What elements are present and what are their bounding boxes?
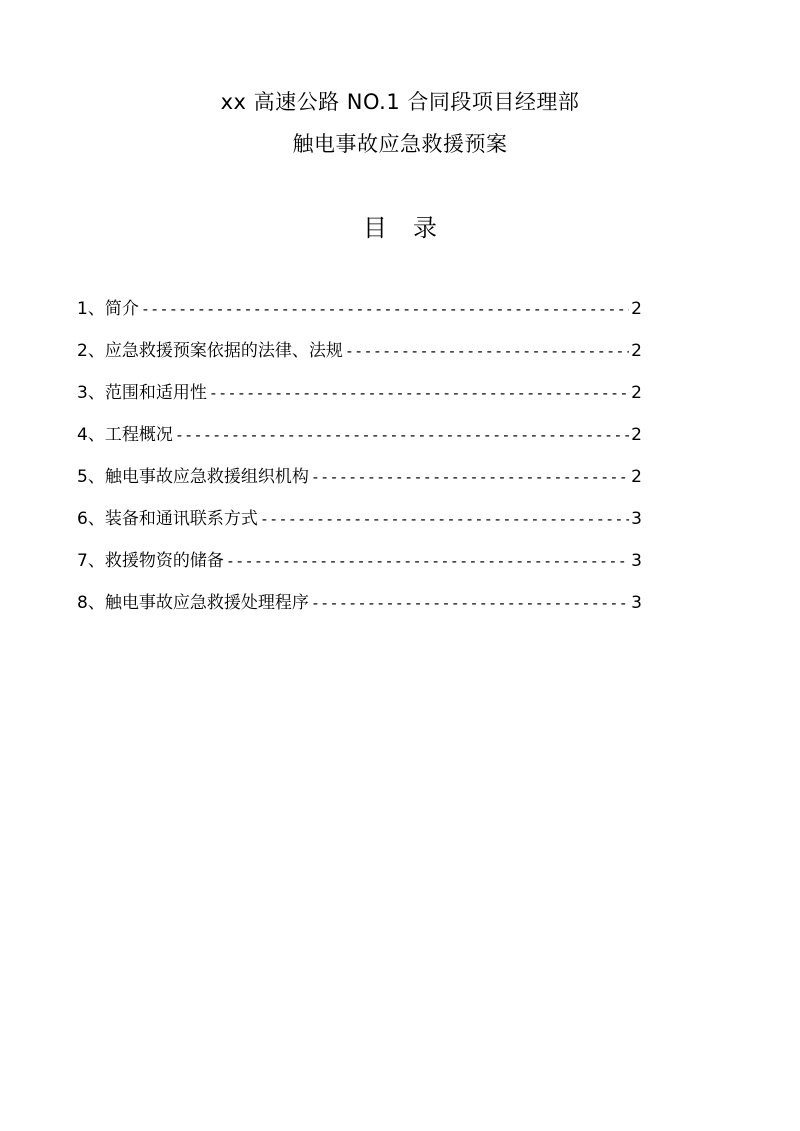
toc-entry-number: 5、 [77,467,105,487]
toc-entry-6[interactable] [77,504,642,546]
toc-dot-leader [226,552,629,570]
toc-entry-page: 3 [631,551,642,571]
toc-entry-label: 应急救援预案依据的法律、法规 [104,341,343,361]
toc-entry-label: 触电事故应急救援组织机构 [104,467,309,487]
toc-entry-page: 2 [631,341,642,361]
toc-dot-leader [209,384,629,402]
toc-entry-5[interactable] [77,462,642,504]
toc-entry-label: 范围和适用性 [104,383,207,403]
toc-entry-page: 2 [631,383,642,403]
toc-entry-number: 3、 [77,383,105,403]
toc-entry-7[interactable] [77,546,642,588]
table-of-contents [77,294,642,630]
document-title-line-1: xx 高速公路 NO.1 合同段项目经理部 [220,90,580,114]
toc-entry-label: 工程概况 [104,425,173,445]
toc-entry-label: 简介 [104,299,139,319]
toc-entry-label: 装备和通讯联系方式 [104,509,258,529]
toc-dot-leader [141,300,629,318]
toc-entry-2[interactable] [77,336,642,378]
toc-dot-leader [311,468,629,486]
toc-heading: 目录 [363,214,463,242]
toc-entry-page: 2 [631,467,642,487]
toc-entry-number: 2、 [77,341,105,361]
toc-dot-leader [260,510,629,528]
toc-entry-page: 3 [631,509,642,529]
toc-entry-1[interactable] [77,294,642,336]
toc-entry-page: 3 [631,593,642,613]
toc-entry-number: 6、 [77,509,105,529]
toc-dot-leader [175,426,629,444]
toc-entry-label: 触电事故应急救援处理程序 [104,593,309,613]
toc-entry-8[interactable] [77,588,642,630]
toc-entry-page: 2 [631,425,642,445]
toc-entry-number: 1、 [77,299,105,319]
toc-dot-leader [311,594,629,612]
toc-entry-page: 2 [631,299,642,319]
toc-entry-3[interactable] [77,378,642,420]
toc-entry-number: 8、 [77,593,105,613]
toc-entry-number: 4、 [77,425,105,445]
toc-entry-4[interactable] [77,420,642,462]
toc-dot-leader [345,342,629,360]
document-title-line-2: 触电事故应急救援预案 [292,132,508,156]
toc-entry-number: 7、 [77,551,105,571]
toc-entry-label: 救援物资的储备 [104,551,224,571]
